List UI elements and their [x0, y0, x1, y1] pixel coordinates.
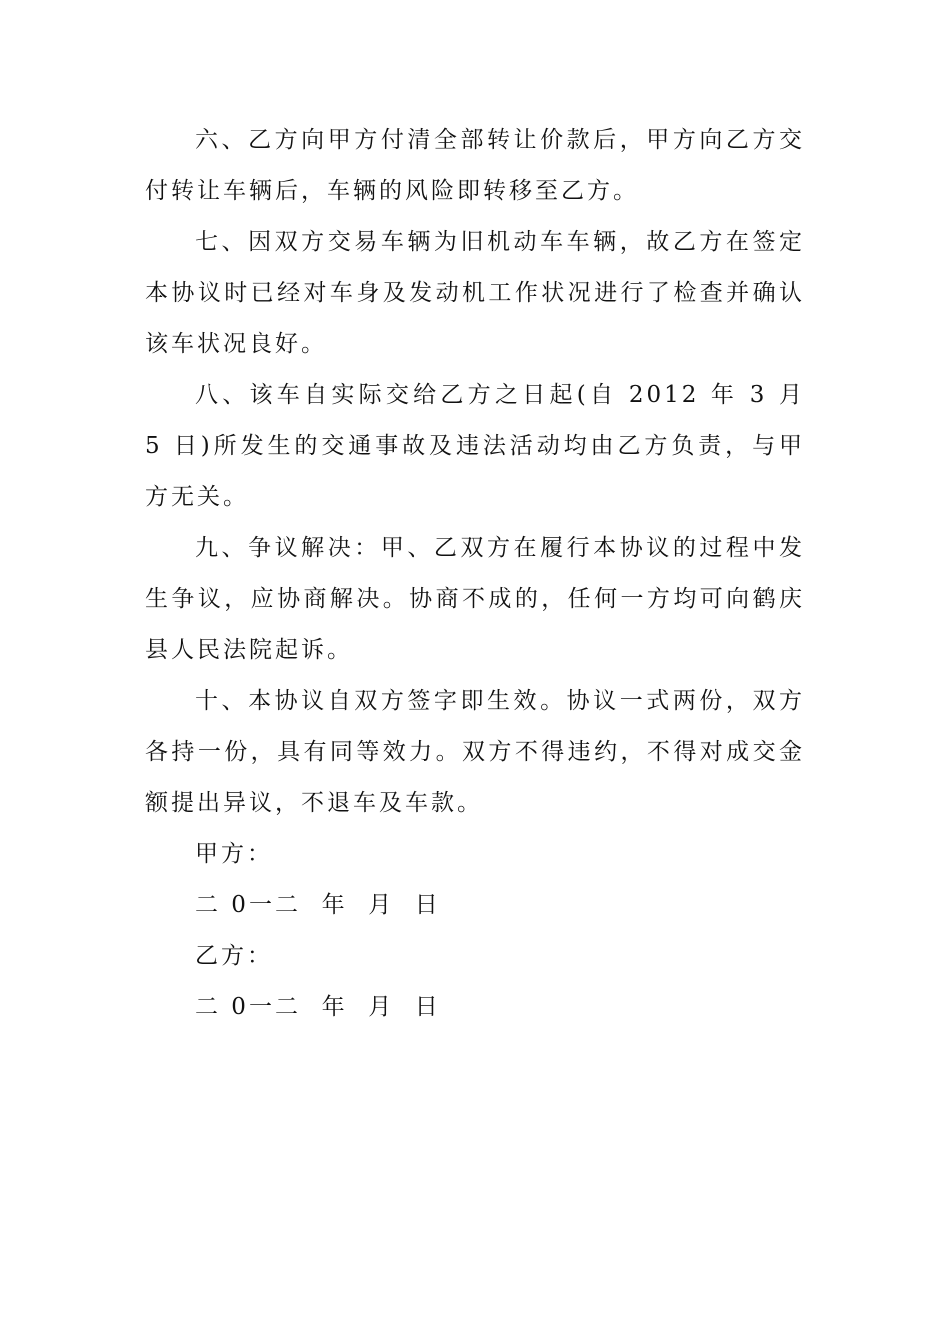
- clause-6: 六、乙方向甲方付清全部转让价款后，甲方向乙方交付转让车辆后，车辆的风险即转移至乙方。: [145, 127, 805, 204]
- party-b-label: 乙方：: [195, 943, 273, 969]
- clause-7: 七、因双方交易车辆为旧机动车车辆，故乙方在签定本协议时已经对车身及发动机工作状况进行了检查并确认该车状况良好。: [145, 229, 805, 357]
- party-a-date: 二 0一二 年 月 日: [195, 892, 441, 918]
- signature-block: [145, 829, 805, 1033]
- party-a-label: 甲方：: [195, 841, 273, 867]
- document-body: [145, 115, 805, 1033]
- clause-10: 十、本协议自双方签字即生效。协议一式两份，双方各持一份，具有同等效力。双方不得违约，不得对成交金额提出异议，不退车及车款。: [145, 688, 805, 816]
- clause-9: 九、争议解决：甲、乙双方在履行本协议的过程中发生争议，应协商解决。协商不成的，任何一方均可向鹤庆县人民法院起诉。: [145, 535, 805, 663]
- party-b-date: 二 0一二 年 月 日: [195, 994, 441, 1020]
- clause-8: 八、该车自实际交给乙方之日起(自 2012 年 3 月 5 日)所发生的交通事故及违法活动均由乙方负责，与甲方无关。: [145, 382, 805, 510]
